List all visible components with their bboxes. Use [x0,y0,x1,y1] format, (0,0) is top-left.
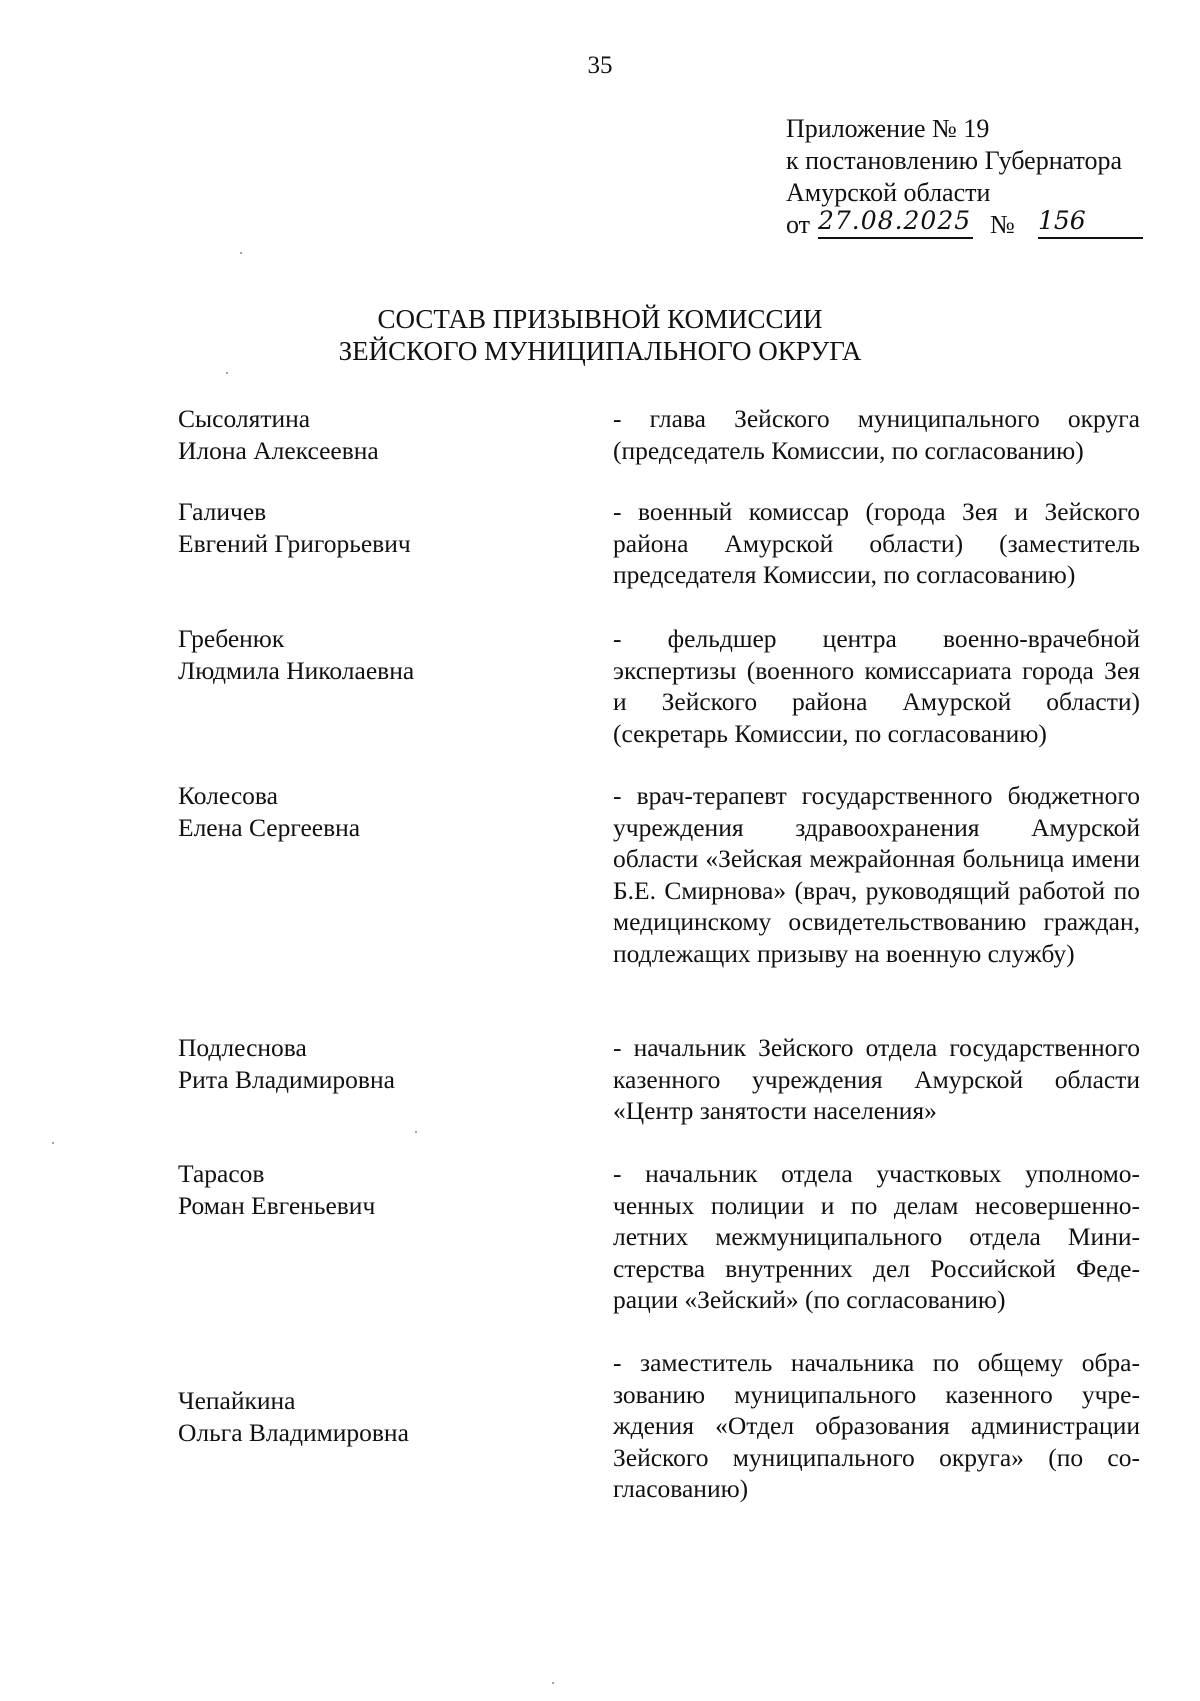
member-name [178,496,578,559]
member-surname: Гребенюк [178,624,285,653]
member-role: - военный комиссар (города Зея и Зейского района Амурской области) (заместитель председателя Комиссии, по согласованию) [613,497,1140,589]
member-name [178,1032,578,1095]
member-given-names: Илона Алексеевна [178,435,379,465]
appendix-line-2: к постановлению Губернатора [786,146,1123,175]
appendix-signature-line [786,206,1146,243]
scan-speck [552,1682,554,1684]
member-surname: Сысолятина [178,404,311,433]
appendix-block [786,113,1146,243]
appendix-line-1: Приложение № 19 [786,114,990,143]
member-surname: Подлеснова [178,1033,307,1062]
member-role: - заместитель начальника по общему образованию муниципального казенного учреждения «Отдел образования администрации Зейского муниципального округа» (по согласованию) [613,1348,1140,1503]
scan-speck [240,252,242,254]
member-name [178,403,578,466]
appendix-line-3: Амурской области [786,178,991,207]
member-name [178,780,578,843]
member-given-names: Евгений Григорьевич [178,528,411,558]
member-given-names: Ольга Владимировна [178,1417,409,1447]
member-role: - врач-терапевт государственного бюджетного учреждения здравоохранения Амурской области «Зейская межрайонная больница имени Б.Е. Смирнова» (врач, руководящий работой по медицинскому освидетельствованию граждан, подлежащих призыву на военную службу) [613,781,1140,968]
member-name [178,623,578,686]
member-given-names: Елена Сергеевна [178,812,361,842]
handwritten-date: 27.08.2025 [818,205,973,239]
page-number: 35 [587,52,613,79]
member-role: - глава Зейского муниципального округа (председатель Комиссии, по согласованию) [613,404,1140,465]
member-role: - начальник отдела участковых уполномоченных полиции и по делам несовершеннолетних межмуниципального отдела Министерства внутренних дел Российской Федерации «Зейский» (по согласованию) [613,1159,1140,1314]
member-name [178,1158,578,1221]
member-surname: Колесова [178,781,278,810]
member-surname: Тарасов [178,1159,265,1188]
title-line-1: СОСТАВ ПРИЗЫВНОЙ КОМИССИИ [377,304,823,334]
title-line-2: ЗЕЙСКОГО МУНИЦИПАЛЬНОГО ОКРУГА [338,336,862,366]
handwritten-number: 156 [1038,205,1143,239]
number-label: № [990,210,1015,239]
document-title [0,303,1200,367]
member-surname: Галичев [178,497,267,526]
member-name [178,1385,578,1448]
scan-speck [415,1131,417,1133]
scan-speck [52,1142,54,1144]
member-role: - фельдшер центра военно-врачебной экспертизы (военного комиссариата города Зея и Зейского района Амурской области) (секретарь Комиссии, по согласованию) [613,624,1140,748]
member-given-names: Рита Владимировна [178,1064,395,1094]
member-surname: Чепайкина [178,1386,296,1415]
from-label: от [786,210,811,239]
member-role: - начальник Зейского отдела государственного казенного учреждения Амурской области «Центр занятости населения» [613,1033,1140,1125]
member-given-names: Роман Евгеньевич [178,1190,376,1220]
scan-speck [226,372,228,374]
member-given-names: Людмила Николаевна [178,655,415,685]
